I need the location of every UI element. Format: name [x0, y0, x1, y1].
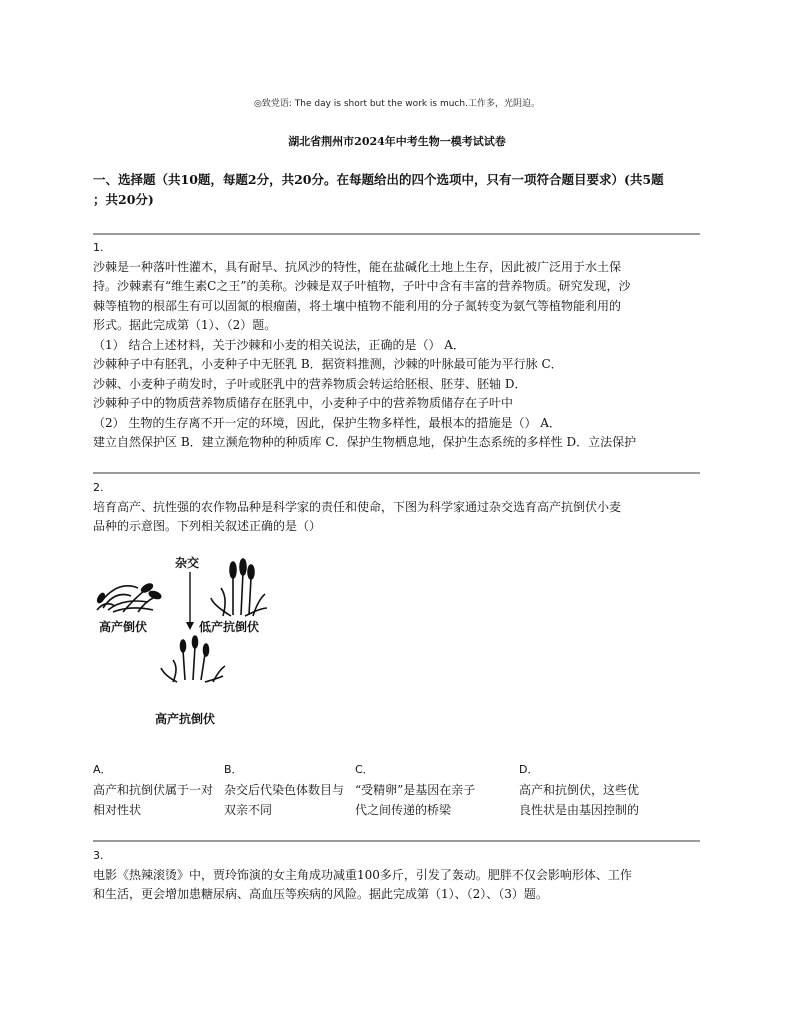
- option-text: 杂交后代染色体数目与双亲不同: [224, 783, 345, 817]
- option-line: 沙棘种子中的物质营养物质储存在胚乳中，小麦种子中的营养物质储存在子叶中: [93, 396, 514, 410]
- question-line: 形式。据此完成第（1）、（2）题。: [93, 318, 277, 332]
- cross-arrow-head: [186, 622, 194, 630]
- option-a: [93, 760, 223, 820]
- question-number: 3.: [93, 849, 104, 862]
- offspring-wheat-plant: [161, 636, 225, 682]
- option-line: 沙棘、小麦种子萌发时，子叶或胚乳中的营养物质会转运给胚根、胚芽、胚轴 D．: [93, 376, 527, 391]
- option-letter: B．: [224, 763, 243, 776]
- high-yield-resistant-label: 高产抗倒伏: [155, 712, 216, 726]
- resistant-wheat-plant: [211, 559, 267, 616]
- section-heading-line: ；共20分): [93, 192, 154, 207]
- option-letter: A．: [93, 763, 112, 776]
- sub-question-line: （1） 结合上述材料，关于沙棘和小麦的相关说法，正确的是（） A．: [93, 337, 465, 352]
- question-line: 棘等植物的根部生有可以固氮的根瘤菌，将土壤中植物不能利用的分子氮转变为氨气等植物能利用的: [93, 298, 622, 313]
- question-divider: [93, 233, 700, 235]
- low-yield-resistant-label: 低产抗倒伏: [199, 620, 260, 634]
- option-c: [355, 760, 485, 820]
- option-b: [224, 760, 354, 820]
- option-text: 高产和抗倒伏属于一对相对性状: [93, 783, 214, 817]
- question-line: 持。沙棘素有“维生素C之王”的美称。沙棘是双子叶植物，子叶中含有丰富的营养物质。研究发现，沙: [93, 279, 631, 293]
- option-text: “受精卵”是基因在亲子代之间传递的桥梁: [355, 783, 476, 817]
- section-heading-line: 一、选择题（共10题，每题2分，共20分。在每题给出的四个选项中，只有一项符合题目要求）(共5题: [93, 172, 664, 187]
- option-text: 高产和抗倒伏，这些优良性状是由基因控制的: [519, 783, 640, 817]
- question-number: 2.: [93, 481, 104, 494]
- question-divider: [93, 840, 700, 842]
- option-line: 建立自然保护区 B．建立濒危物种的种质库 C．保护生物栖息地，保护生态系统的多样性 D．立法保护: [93, 435, 637, 449]
- question-number: 1.: [93, 241, 104, 254]
- question-line: 培育高产、抗性强的农作物品种是科学家的责任和使命，下图为科学家通过杂交选育高产抗倒伏小麦: [93, 499, 622, 514]
- question-divider: [93, 472, 700, 474]
- wheat-breeding-figure: [93, 550, 293, 740]
- question-2: [93, 478, 705, 537]
- question-line: 沙棘是一种落叶性灌木，具有耐旱、抗风沙的特性，能在盐碱化土地上生存，因此被广泛用于水土保: [93, 259, 622, 274]
- option-letter: D．: [519, 763, 539, 776]
- option-line: 沙棘种子中有胚乳，小麦种子中无胚乳 B．据资料推测，沙棘的叶脉最可能为平行脉 C．: [93, 357, 563, 371]
- option-letter: C．: [355, 763, 374, 776]
- header-motto: ◎致党语: The day is short but the work is much.工作多，光阴迫。: [254, 99, 540, 109]
- option-d: [519, 760, 649, 820]
- question-line: 和生活，更会增加患糖尿病、高血压等疾病的风险。据此完成第（1）、（2）、（3）题。: [93, 887, 548, 901]
- section-heading: [93, 170, 705, 210]
- question-line: 电影《热辣滚烫》中，贾玲饰演的女主角成功减重100多斤，引发了轰动。肥胖不仅会影响形体、工作: [93, 867, 632, 882]
- question-1: [93, 238, 705, 453]
- lodging-wheat-plant: [96, 582, 161, 612]
- document-title: 湖北省荆州市2024年中考生物一模考试试卷: [288, 135, 506, 148]
- question-line: 品种的示意图。下列相关叙述正确的是（）: [93, 519, 322, 533]
- sub-question-line: （2） 生物的生存离不开一定的环境，因此，保护生物多样性，最根本的措施是（） A．: [93, 415, 561, 430]
- high-yield-lodging-label: 高产倒伏: [99, 620, 148, 634]
- cross-label: 杂交: [175, 556, 200, 570]
- question-3: [93, 846, 705, 905]
